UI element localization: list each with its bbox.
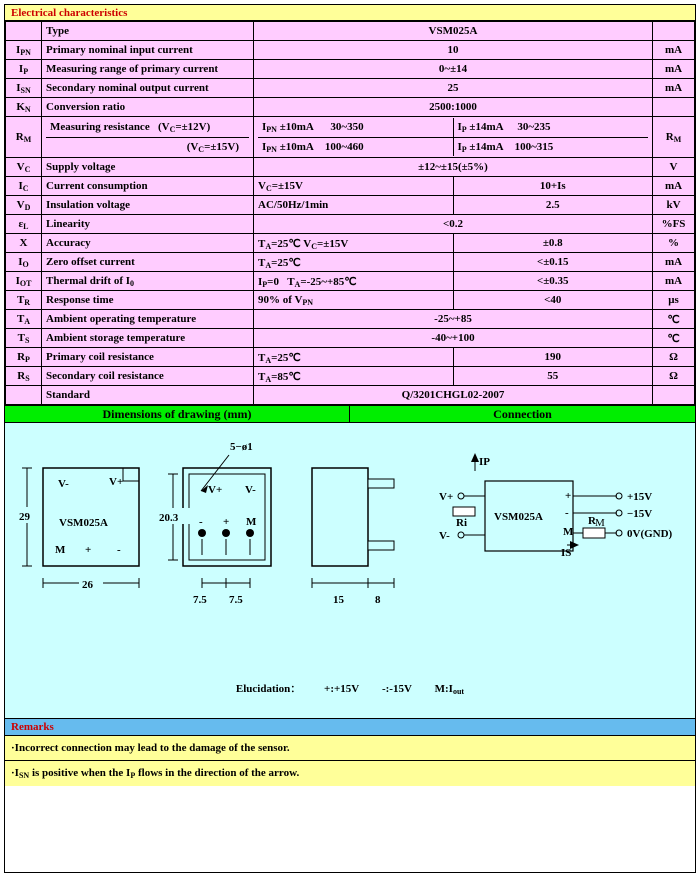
row-value: 2.5 [453, 196, 653, 215]
row-symbol: $I_{SN}$ [6, 79, 42, 98]
svg-text:+: + [223, 516, 230, 528]
row-parameter: Standard [42, 386, 254, 405]
row-condition: $T_A=25℃$ $V_C=\pm 15V$ [254, 234, 454, 253]
svg-text:8: 8 [375, 594, 381, 606]
rm-param-line2: $(V_C=\pm 15V)$ [46, 137, 249, 156]
row-parameter: Insulation voltage [42, 196, 254, 215]
section-header-bar [5, 405, 695, 423]
table-row [6, 272, 695, 291]
svg-text:M: M [55, 544, 66, 556]
row-symbol: $K_N$ [6, 98, 42, 117]
rm-line1-right: $I_P \pm 14mA$ 30~235 [453, 118, 648, 137]
rm-line2-right: $I_P \pm 14mA$ 100~315 [453, 137, 648, 156]
row-unit: ℃ [653, 310, 695, 329]
table-row [6, 310, 695, 329]
row-condition: $V_C=\pm 15V$ [254, 177, 454, 196]
table-row [6, 348, 695, 367]
row-value: <0.2 [254, 215, 653, 234]
row-symbol: $R_P$ [6, 348, 42, 367]
svg-text:V-: V- [245, 484, 256, 496]
row-unit [653, 386, 695, 405]
row-condition: 90% of $V_{PN}$ [254, 291, 454, 310]
svg-text:−15V: −15V [627, 508, 653, 520]
remark-item-1: ·Incorrect connection may lead to the damage of the sensor. [5, 736, 695, 761]
svg-text:7.5: 7.5 [229, 594, 243, 606]
row-parameter: Supply voltage [42, 158, 254, 177]
row-unit: Ω [653, 367, 695, 386]
row-unit: % [653, 234, 695, 253]
elucidation-note [5, 680, 695, 696]
row-symbol: X [6, 234, 42, 253]
table-row [6, 234, 695, 253]
row-value: 0~±14 [254, 60, 653, 79]
top-view [157, 441, 271, 606]
svg-text:V-: V- [439, 530, 450, 542]
mechanical-drawings-svg [5, 423, 695, 678]
row-parameter: Ambient storage temperature [42, 329, 254, 348]
row-unit: μs [653, 291, 695, 310]
svg-text:5−ø1: 5−ø1 [230, 441, 253, 453]
svg-text:IS: IS [561, 547, 572, 559]
row-symbol: $T_S$ [6, 329, 42, 348]
row-parameter: Zero offset current [42, 253, 254, 272]
elucidation-item-minus: -:-15V [381, 683, 412, 695]
svg-text:-: - [117, 544, 121, 556]
row-symbol: $I_{PN}$ [6, 41, 42, 60]
row-symbol: $R_M$ [6, 117, 42, 158]
row-unit: mA [653, 272, 695, 291]
row-unit: mA [653, 60, 695, 79]
rm-line2-left: $I_{PN} \pm 10mA$ 100~460 [258, 137, 453, 156]
remark-item-2: $\cdot I_{SN}$ is positive when the $I_P$ flows in the direction of the arrow. [5, 761, 695, 786]
svg-text:V+: V+ [439, 491, 454, 503]
row-value: -40~+100 [254, 329, 653, 348]
row-symbol: $T_R$ [6, 291, 42, 310]
row-parameter: Accuracy [42, 234, 254, 253]
row-value: Q/3201CHGL02-2007 [254, 386, 653, 405]
remarks-header [5, 719, 695, 736]
row-condition: AC/50Hz/1min [254, 196, 454, 215]
row-parameter: Type [42, 22, 254, 41]
row-symbol [6, 22, 42, 41]
svg-text:26: 26 [82, 579, 93, 591]
connection-title: Connection [493, 407, 552, 421]
row-symbol: $I_C$ [6, 177, 42, 196]
row-unit: mA [653, 177, 695, 196]
row-value: VSM025A [254, 22, 653, 41]
row-unit: mA [653, 79, 695, 98]
svg-text:R: R [588, 515, 596, 527]
elucidation-item-m: $M:I_{out}$ [434, 683, 465, 696]
row-parameter: Primary coil resistance [42, 348, 254, 367]
row-symbol: $T_A$ [6, 310, 42, 329]
table-row [6, 158, 695, 177]
row-value: <±0.15 [453, 253, 653, 272]
table-row [6, 291, 695, 310]
row-value: ±0.8 [453, 234, 653, 253]
table-row [6, 196, 695, 215]
table-row [6, 60, 695, 79]
row-symbol: $I_P$ [6, 60, 42, 79]
row-condition: $T_A=85℃$ [254, 367, 454, 386]
row-symbol: $I_O$ [6, 253, 42, 272]
row-value: 55 [453, 367, 653, 386]
row-parameter: Response time [42, 291, 254, 310]
row-value: 10+Is [453, 177, 653, 196]
row-condition: $T_A=25℃$ [254, 253, 454, 272]
row-value: 190 [453, 348, 653, 367]
row-unit: mA [653, 253, 695, 272]
svg-text:M: M [246, 516, 257, 528]
row-parameter: Current consumption [42, 177, 254, 196]
row-parameter: Linearity [42, 215, 254, 234]
svg-text:M: M [563, 526, 574, 538]
svg-text:+: + [85, 544, 92, 556]
row-unit [653, 98, 695, 117]
row-value: 10 [254, 41, 653, 60]
row-unit: ℃ [653, 329, 695, 348]
svg-text:VSM025A: VSM025A [494, 511, 543, 523]
table-row [6, 79, 695, 98]
row-value: <40 [453, 291, 653, 310]
row-parameter: Secondary nominal output current [42, 79, 254, 98]
rm-values [254, 117, 653, 158]
row-parameter: Conversion ratio [42, 98, 254, 117]
svg-text:15: 15 [333, 594, 344, 606]
row-value: ±12~±15(±5%) [254, 158, 653, 177]
table-row [6, 253, 695, 272]
table-row [6, 367, 695, 386]
svg-text:V-: V- [58, 478, 69, 490]
datasheet-page [4, 4, 696, 873]
row-value: <±0.35 [453, 272, 653, 291]
specifications-table [5, 21, 695, 405]
row-unit: mA [653, 41, 695, 60]
elucidation-item-plus: +:+15V [324, 683, 360, 695]
table-row [6, 41, 695, 60]
drawing-area [5, 423, 695, 719]
row-value: -25~+85 [254, 310, 653, 329]
svg-text:0V(GND): 0V(GND) [627, 528, 673, 540]
row-parameter [42, 117, 254, 158]
row-parameter: Measuring range of primary current [42, 60, 254, 79]
rm-param-line1: Measuring resistance $(V_C=\pm 12V)$ [46, 118, 249, 137]
rm-line1-left: $I_{PN} \pm 10mA$ 30~350 [258, 118, 453, 137]
electrical-characteristics-header [5, 5, 695, 21]
row-unit: Ω [653, 348, 695, 367]
row-unit: $R_M$ [653, 117, 695, 158]
svg-text:V+: V+ [208, 484, 223, 496]
svg-text:+15V: +15V [627, 491, 653, 503]
row-value: 2500:1000 [254, 98, 653, 117]
row-condition: $I_P=0$ $T_A=-25\sim+85℃$ [254, 272, 454, 291]
svg-text:20.3: 20.3 [159, 512, 179, 524]
row-unit: kV [653, 196, 695, 215]
svg-text:V+: V+ [109, 476, 124, 488]
dimensions-title: Dimensions of drawing (mm) [5, 406, 350, 422]
svg-text:M: M [595, 517, 605, 529]
row-symbol: $I_{OT}$ [6, 272, 42, 291]
row-symbol [6, 386, 42, 405]
table-row [6, 22, 695, 41]
remarks-title: Remarks [11, 721, 54, 733]
row-parameter: Ambient operating temperature [42, 310, 254, 329]
svg-text:-: - [199, 516, 203, 528]
svg-text:7.5: 7.5 [193, 594, 207, 606]
row-unit: V [653, 158, 695, 177]
table-row [6, 329, 695, 348]
row-parameter: Primary nominal input current [42, 41, 254, 60]
connection-diagram [439, 453, 673, 559]
row-symbol: $R_S$ [6, 367, 42, 386]
front-view [17, 468, 139, 591]
row-symbol: $V_C$ [6, 158, 42, 177]
row-parameter: Thermal drift of $I_0$ [42, 272, 254, 291]
row-symbol: $\varepsilon_L$ [6, 215, 42, 234]
table-row [6, 177, 695, 196]
row-unit: %FS [653, 215, 695, 234]
electrical-characteristics-title: Electrical characteristics [11, 6, 128, 19]
row-condition: $T_A=25℃$ [254, 348, 454, 367]
row-parameter: Secondary coil resistance [42, 367, 254, 386]
svg-text:VSM025A: VSM025A [59, 517, 108, 529]
table-row-measuring-resistance [6, 117, 695, 158]
table-row [6, 98, 695, 117]
svg-text:IP: IP [479, 456, 490, 468]
table-row [6, 215, 695, 234]
elucidation-label: Elucidation： [235, 683, 302, 695]
svg-text:-: - [565, 507, 569, 519]
svg-text:+: + [565, 490, 572, 502]
row-value: 25 [254, 79, 653, 98]
svg-text:29: 29 [19, 511, 30, 523]
row-unit [653, 22, 695, 41]
row-symbol: $V_D$ [6, 196, 42, 215]
side-view [312, 468, 394, 606]
svg-text:Ri: Ri [456, 517, 467, 529]
table-row [6, 386, 695, 405]
